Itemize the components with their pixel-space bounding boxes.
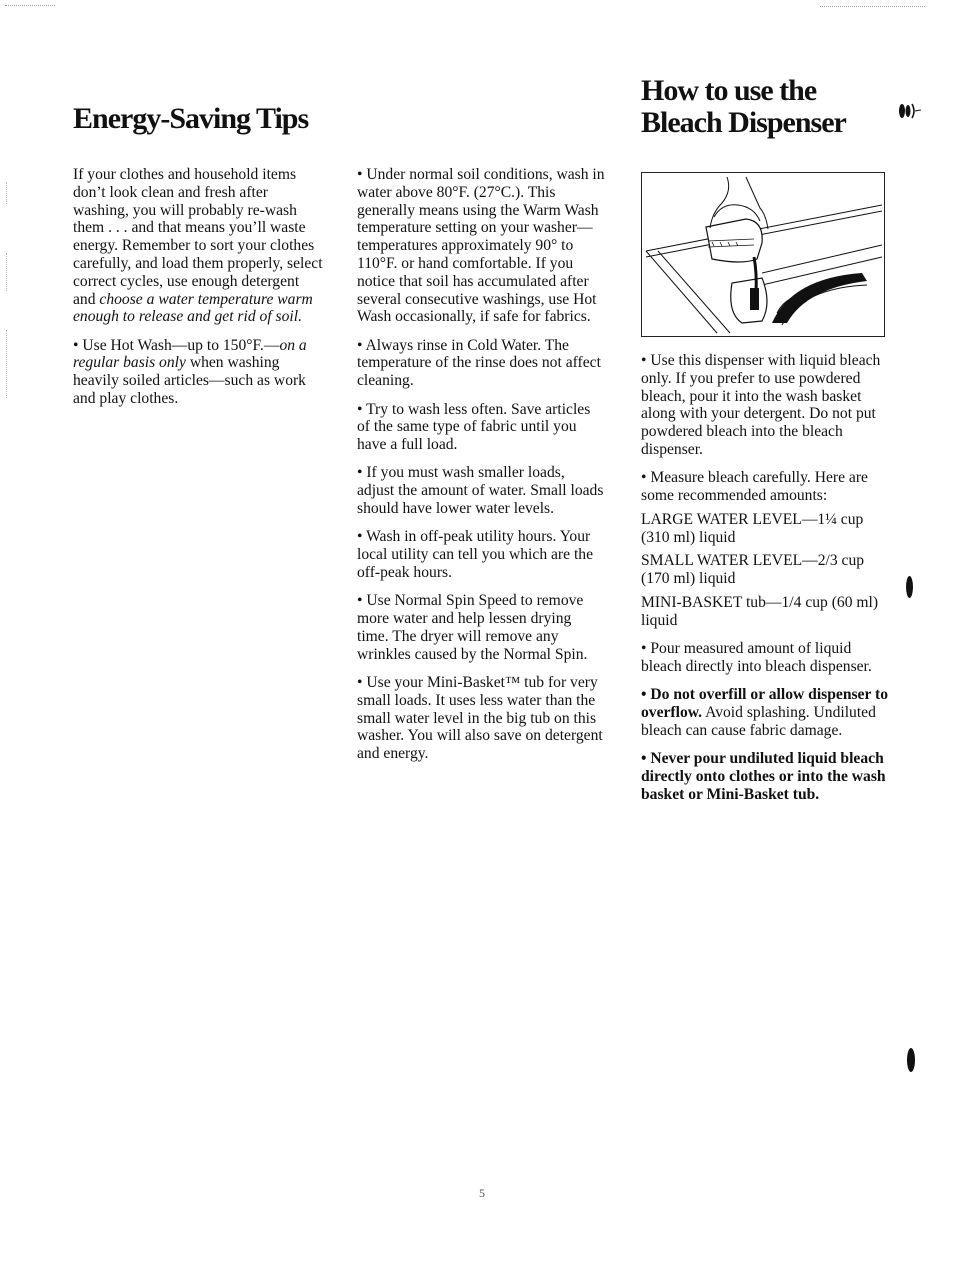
margin-mark [906, 576, 913, 598]
energy-tips-column [73, 166, 323, 418]
list-item: • Pour measured amount of liquid bleach directly into bleach dispenser. [641, 640, 872, 675]
list-item: • Measure bleach carefully. Here are some recommended amounts: [641, 469, 868, 505]
undiluted-warning: • Never pour undiluted liquid bleach directly onto clothes or into the wash basket or Mini-Basket tub. [641, 750, 886, 803]
list-item: • Under normal soil conditions, wash in water above 80°F. (27°C.). This generally means using the Warm Wash temperature setting on your washer—temperatures approximately 90° to 110°F. or hand comfortable. If you notice that soil has accumulated after several consecutive washings, use Hot Wash occasionally, if safe for fabrics. [357, 166, 605, 326]
list-item: • Use this dispenser with liquid bleach only. If you prefer to use powdered bleach, pour it into the wash basket along with your detergent. Do not put powdered bleach into the bleach dispenser. [641, 352, 881, 458]
bleach-instructions-column [641, 352, 893, 814]
list-item: • Use your Mini-Basket™ tub for very small loads. It uses less water than the small water level in the big tub on this washer. You will also save on detergent and energy. [357, 673, 603, 763]
amount-mini-basket: MINI-BASKET tub—1/4 cup (60 ml) liquid [641, 594, 879, 629]
hot-wash-tip: • Use Hot Wash—up to 150°F.—on a regular basis only when washing heavily soiled articles—such as work and play clothes. [73, 336, 307, 408]
energy-tips-list [357, 166, 605, 773]
page-title-bleach-dispenser: How to use the Bleach Dispenser [641, 74, 846, 139]
margin-mark [907, 1048, 915, 1072]
page-edge-icon [897, 100, 923, 122]
page-title-energy-saving: Energy-Saving Tips [73, 102, 309, 135]
bleach-pouring-drawing [642, 173, 883, 335]
scan-mark [5, 5, 55, 6]
scan-mark [820, 6, 925, 7]
list-item: • Wash in off-peak utility hours. Your local utility can tell you which are the off-peak hours. [357, 528, 593, 581]
intro-paragraph: If your clothes and household items don’t look clean and fresh after washing, you will probably re-wash them . . . and that means you’ll waste energy. Remember to sort your clothes carefully, and load them properly, select correct cycles, use enough detergent and choose a water temperature warm enough to release and get rid of soil. [73, 166, 323, 326]
list-item: • If you must wash smaller loads, adjust the amount of water. Small loads should have lower water levels. [357, 464, 604, 518]
list-item: • Try to wash less often. Save articles of the same type of fabric until you have a full load. [357, 400, 591, 454]
list-item: • Always rinse in Cold Water. The temperature of the rinse does not affect cleaning. [357, 336, 601, 390]
amount-large: LARGE WATER LEVEL—1¼ cup (310 ml) liquid [641, 510, 864, 546]
scan-mark [6, 253, 7, 291]
scan-mark [6, 182, 7, 204]
overflow-warning: • Do not overfill or allow dispenser to overflow. Avoid splashing. Undiluted bleach can cause fabric damage. [641, 686, 889, 739]
list-item: • Use Normal Spin Speed to remove more water and help lessen drying time. The dryer will remove any wrinkles caused by the Normal Spin. [357, 592, 588, 663]
scan-mark [6, 330, 7, 398]
bleach-pouring-illustration [641, 172, 885, 337]
page-number: 5 [479, 1186, 485, 1200]
amount-small: SMALL WATER LEVEL—2/3 cup (170 ml) liquid [641, 552, 865, 588]
